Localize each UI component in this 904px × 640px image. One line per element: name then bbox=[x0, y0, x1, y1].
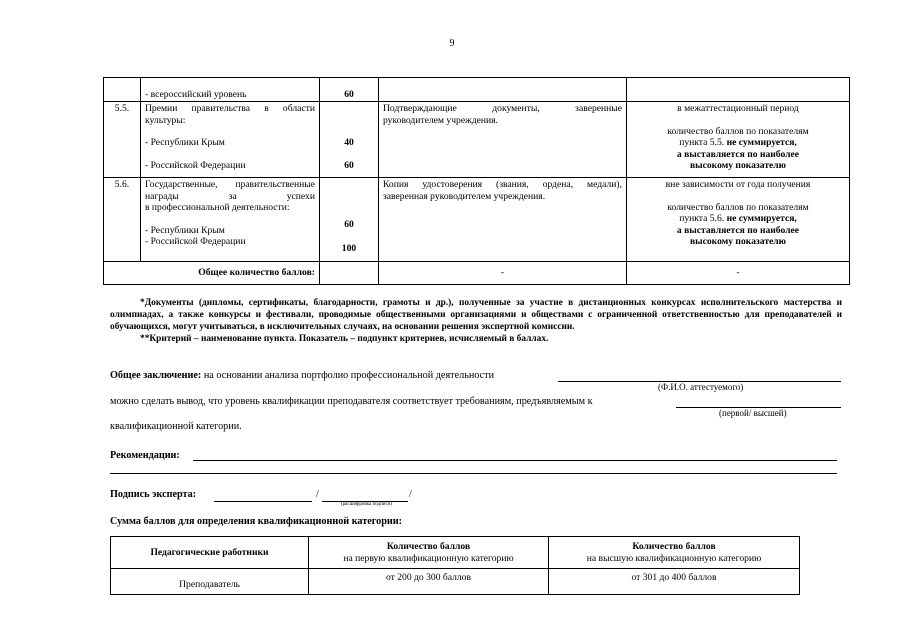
note-text: количество баллов по показателям bbox=[667, 201, 809, 213]
header-text: Количество баллов bbox=[632, 540, 716, 552]
document-cell bbox=[379, 102, 627, 178]
document-text: Копия удостоверения (звания, ордена, медали), bbox=[383, 179, 622, 190]
points-cell bbox=[320, 78, 379, 102]
points-value: 100 bbox=[341, 242, 357, 254]
note-text: в межаттестационный период bbox=[677, 103, 799, 114]
recommendations-line-2[interactable] bbox=[110, 473, 837, 474]
footnotes bbox=[110, 297, 842, 345]
note-text: количество баллов по показателям bbox=[667, 125, 809, 137]
table-row bbox=[111, 569, 800, 595]
table-row bbox=[104, 178, 850, 262]
sub-criterion-label: - Российской Федерации bbox=[145, 236, 246, 247]
points-value: 60 bbox=[344, 219, 354, 230]
criterion-title: в профессиональной деятельности: bbox=[145, 202, 290, 213]
total-label: Общее количество баллов: bbox=[104, 262, 320, 285]
header-cell bbox=[309, 537, 549, 569]
total-note: - bbox=[627, 262, 850, 285]
table-cell: от 200 до 300 баллов bbox=[309, 569, 549, 595]
header-text: на высшую квалификационную категорию bbox=[586, 552, 762, 564]
note-text: высокому показателю bbox=[689, 160, 787, 171]
table-cell: Преподаватель bbox=[111, 569, 309, 595]
recommendations-label: Рекомендации: bbox=[110, 450, 180, 461]
conclusion-text: на основании анализа портфолио профессиональной деятельности bbox=[203, 370, 495, 381]
table-cell bbox=[104, 78, 141, 102]
points-value: 40 bbox=[344, 137, 354, 148]
criterion-title: награды за успехи bbox=[145, 190, 315, 202]
page-number: 9 bbox=[449, 38, 455, 49]
criterion-title-cell bbox=[141, 102, 320, 178]
sub-criterion-label: - Республики Крым bbox=[145, 137, 225, 148]
points-value: 60 bbox=[344, 88, 354, 100]
document-text: заверенная руководителем учреждения. bbox=[383, 190, 546, 202]
fio-caption: (Ф.И.О. аттестуемого) bbox=[658, 382, 744, 392]
sum-table-title: Сумма баллов для определения квалификационной категории: bbox=[110, 516, 403, 527]
total-doc: - bbox=[379, 262, 627, 285]
conclusion-text-2: можно сделать вывод, что уровень квалификации преподавателя соответствует требованиям, предъявляемым к bbox=[110, 396, 593, 407]
conclusion-label: Общее заключение: bbox=[110, 370, 202, 381]
criterion-title: Государственные, правительственные bbox=[145, 179, 315, 190]
points-cell bbox=[320, 178, 379, 262]
note-text: вне зависимости от года получения bbox=[665, 179, 811, 190]
table-cell: от 301 до 400 баллов bbox=[549, 569, 800, 595]
criterion-title-cell bbox=[141, 178, 320, 262]
signature-slash-1: / bbox=[316, 489, 319, 500]
footnote-criterion: **Критерий – наименование пункта. Показатель – подпункт критериев, исчисляемый в баллах. bbox=[140, 334, 549, 344]
note-cell bbox=[627, 178, 850, 262]
note-text-bold: не суммируется, bbox=[726, 137, 797, 148]
sub-criterion-label: - Республики Крым bbox=[145, 224, 225, 236]
signature-caption: (расшифровка подписи) bbox=[341, 502, 393, 507]
document-cell bbox=[379, 178, 627, 262]
sub-criterion-label: - Российской Федерации bbox=[145, 159, 246, 171]
document-text: Подтверждающие документы, заверенные bbox=[383, 103, 622, 114]
points-value: 60 bbox=[344, 159, 354, 171]
note-text-part: пункта 5.5. bbox=[679, 137, 725, 148]
header-text: на первую квалификационную категорию bbox=[343, 552, 514, 564]
note-text: высокому показателю bbox=[689, 236, 787, 247]
document-text: руководителем учреждения. bbox=[383, 114, 498, 126]
criterion-title: культуры: bbox=[145, 114, 186, 126]
table-cell bbox=[141, 78, 320, 102]
criterion-title: Премии правительства в области bbox=[145, 103, 315, 114]
header-cell: Педагогические работники bbox=[111, 537, 309, 569]
category-caption: (первой/ высшей) bbox=[719, 408, 787, 418]
header-text: Количество баллов bbox=[386, 540, 471, 552]
sub-criterion-label: - всероссийский уровень bbox=[145, 88, 247, 100]
table-cell bbox=[320, 262, 379, 285]
note-text bbox=[631, 213, 845, 225]
table-row bbox=[104, 78, 850, 102]
score-ranges-table bbox=[110, 536, 800, 595]
table-row-total bbox=[104, 262, 850, 285]
table-row bbox=[104, 102, 850, 178]
table-header-row bbox=[111, 537, 800, 569]
conclusion-line bbox=[110, 370, 494, 381]
note-text: а выставляется по наиболее bbox=[676, 224, 800, 236]
note-text-part: пункта 5.6. bbox=[679, 213, 725, 224]
points-cell bbox=[320, 102, 379, 178]
signature-input-line[interactable] bbox=[214, 501, 312, 502]
table-cell bbox=[379, 78, 627, 102]
criteria-table bbox=[103, 77, 850, 285]
note-text bbox=[631, 137, 845, 149]
table-cell bbox=[627, 78, 850, 102]
footnote-documents: *Документы (дипломы, сертификаты, благодарности, грамоты и др.), полученные за участие в дистанционных конкурсах исполнительского мастерства и олимпиадах, а также конкурсы и фестивали, проводимые общественными организациями и обществами с ограниченной ответственностью для преподавателей и обучающихся, могут учитываться, в исключительных случаях, на основании решения экспертной комиссии. bbox=[110, 298, 842, 332]
conclusion-text-3: квалификационной категории. bbox=[110, 421, 242, 432]
header-cell bbox=[549, 537, 800, 569]
criterion-number: 5.6. bbox=[104, 178, 141, 262]
signature-label: Подпись эксперта: bbox=[110, 489, 197, 500]
note-text-bold: не суммируется, bbox=[726, 213, 797, 224]
criterion-number: 5.5. bbox=[104, 102, 141, 178]
note-text: а выставляется по наиболее bbox=[676, 148, 800, 160]
recommendations-line-1[interactable] bbox=[193, 460, 837, 461]
signature-slash-2: / bbox=[409, 489, 412, 500]
note-cell bbox=[627, 102, 850, 178]
